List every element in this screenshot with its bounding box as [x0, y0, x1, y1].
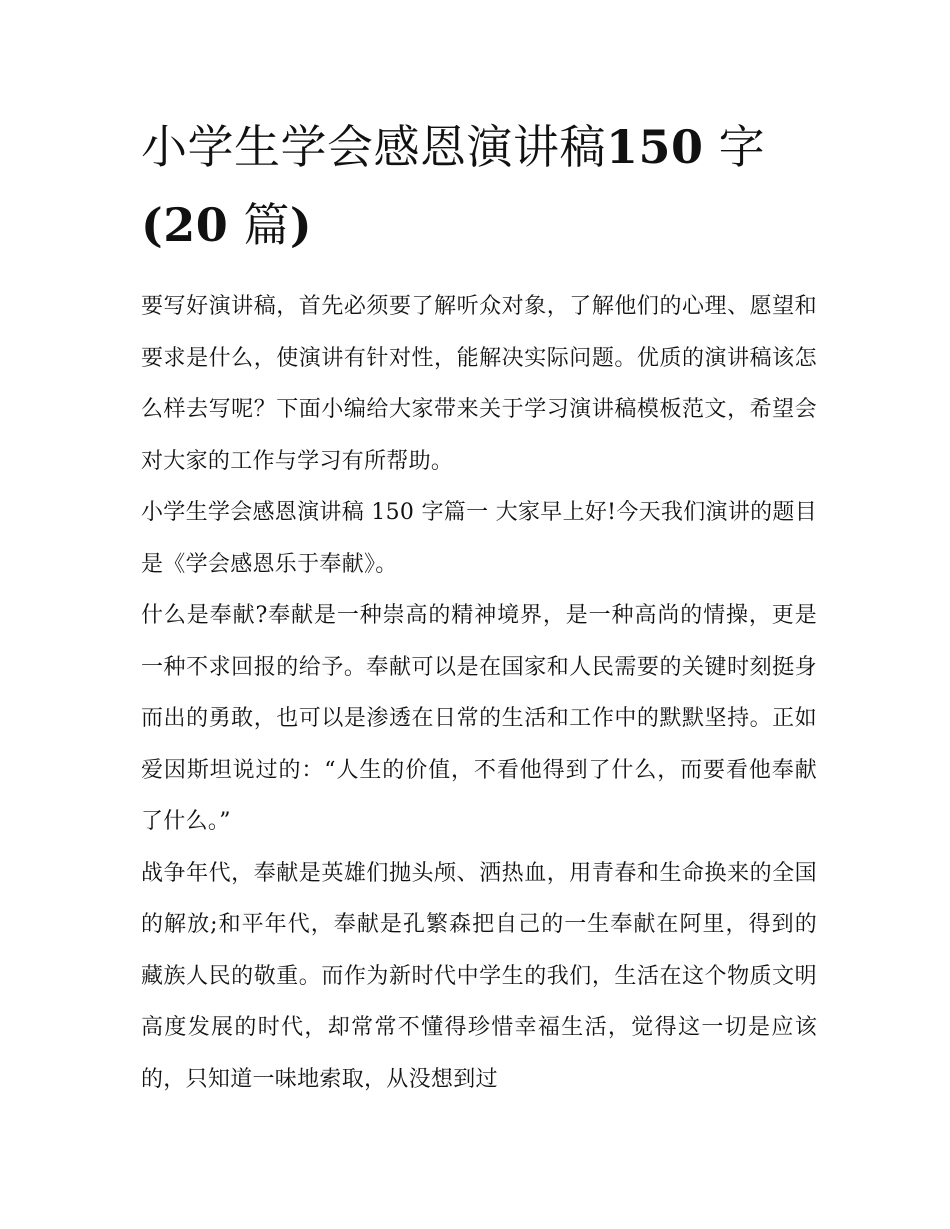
title-count-close: ) [289, 198, 313, 252]
title-number: 150 [606, 120, 704, 174]
document-title [141, 108, 817, 264]
era-comparison-paragraph: 战争年代，奉献是英雄们抛头颅、洒热血，用青春和生命换来的全国的解放;和平年代，奉献是孔繁森把自己的一生奉献在阿里，得到的藏族人民的敬重。而作为新时代中学生的我们，生活在这个物质文明高度发展的时代，却常常不懂得珍惜幸福生活，觉得这一切是应该的，只知道一味地索取，从没想到过 [141, 860, 817, 1092]
speech-opening-paragraph: 小学生学会感恩演讲稿 150 字篇一 大家早上好!今天我们演讲的题目是《学会感恩乐于奉献》。 [141, 500, 818, 577]
document-body [141, 281, 817, 1105]
title-count-unit: 篇 [228, 198, 290, 252]
title-count-open: (20 [141, 198, 229, 252]
document-content [141, 108, 817, 1105]
title-suffix: 字 [703, 120, 766, 174]
dedication-definition-paragraph: 什么是奉献?奉献是一种崇高的精神境界，是一种高尚的情操，更是一种不求回报的给予。奉献可以是在国家和人民需要的关键时刻挺身而出的勇敢，也可以是渗透在日常的生活和工作中的默默坚持。正如爱因斯坦说过的：“人生的价值，不看他得到了什么，而要看他奉献了什么。” [141, 603, 817, 834]
intro-paragraph: 要写好演讲稿，首先必须要了解听众对象，了解他们的心理、愿望和要求是什么，使演讲有针对性，能解决实际问题。优质的演讲稿该怎么样去写呢？下面小编给大家带来关于学习演讲稿模板范文，希望会对大家的工作与学习有所帮助。 [141, 294, 817, 474]
title-text: 小学生学会感恩演讲稿 [141, 120, 606, 174]
